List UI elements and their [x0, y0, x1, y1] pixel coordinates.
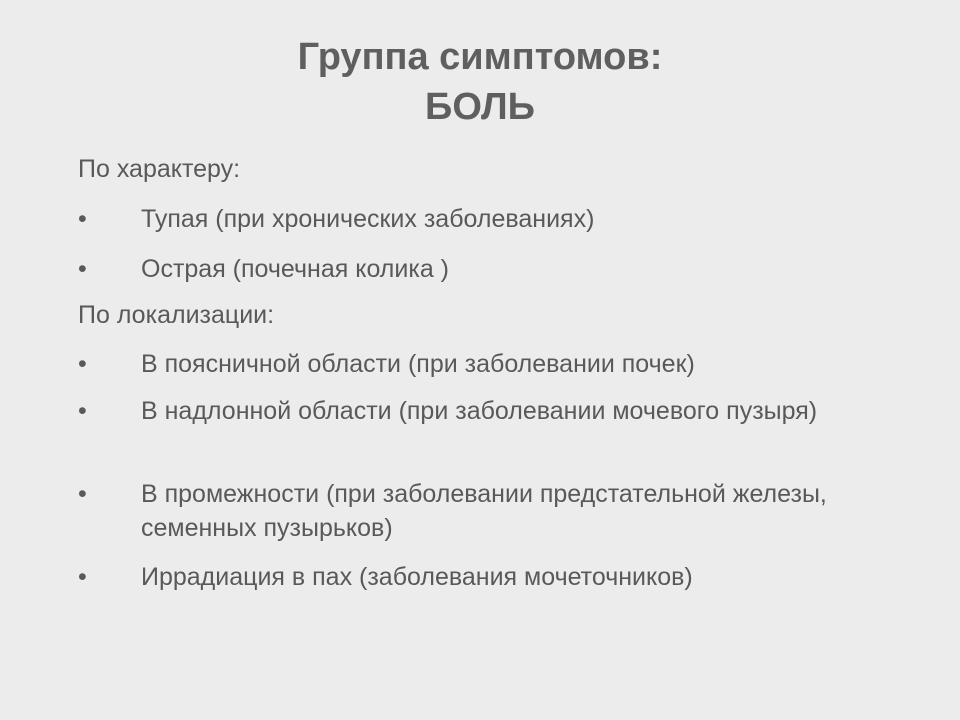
list-item-text: В промежности (при заболевании предстательной железы, семенных пузырьков) — [141, 480, 827, 542]
list-item — [78, 477, 841, 545]
bullet-icon: • — [78, 205, 87, 233]
bullet-icon: • — [78, 397, 87, 425]
slide-title-line-2: БОЛЬ — [425, 86, 535, 128]
bullet-icon: • — [78, 480, 87, 508]
bullet-icon: • — [78, 255, 87, 283]
section-heading-character: По характеру: — [78, 155, 241, 183]
list-item — [78, 202, 841, 236]
list-item — [78, 394, 841, 428]
bullet-icon: • — [78, 350, 87, 378]
slide-title — [0, 32, 960, 132]
list-item-text: Тупая (при хронических заболеваниях) — [141, 205, 595, 233]
list-item-text: В поясничной области (при заболевании почек) — [141, 350, 695, 378]
list-item — [78, 560, 841, 594]
slide-title-line-1: Группа симптомов: — [297, 36, 663, 78]
list-item — [78, 347, 841, 381]
bullet-icon: • — [78, 563, 87, 591]
list-item-text: В надлонной области (при заболевании мочевого пузыря) — [141, 397, 818, 425]
list-item-text: Острая (почечная колика ) — [141, 255, 450, 283]
list-item — [78, 252, 841, 286]
list-item-text: Иррадиация в пах (заболевания мочеточников) — [141, 563, 693, 591]
section-heading-localization: По локализации: — [78, 301, 275, 329]
